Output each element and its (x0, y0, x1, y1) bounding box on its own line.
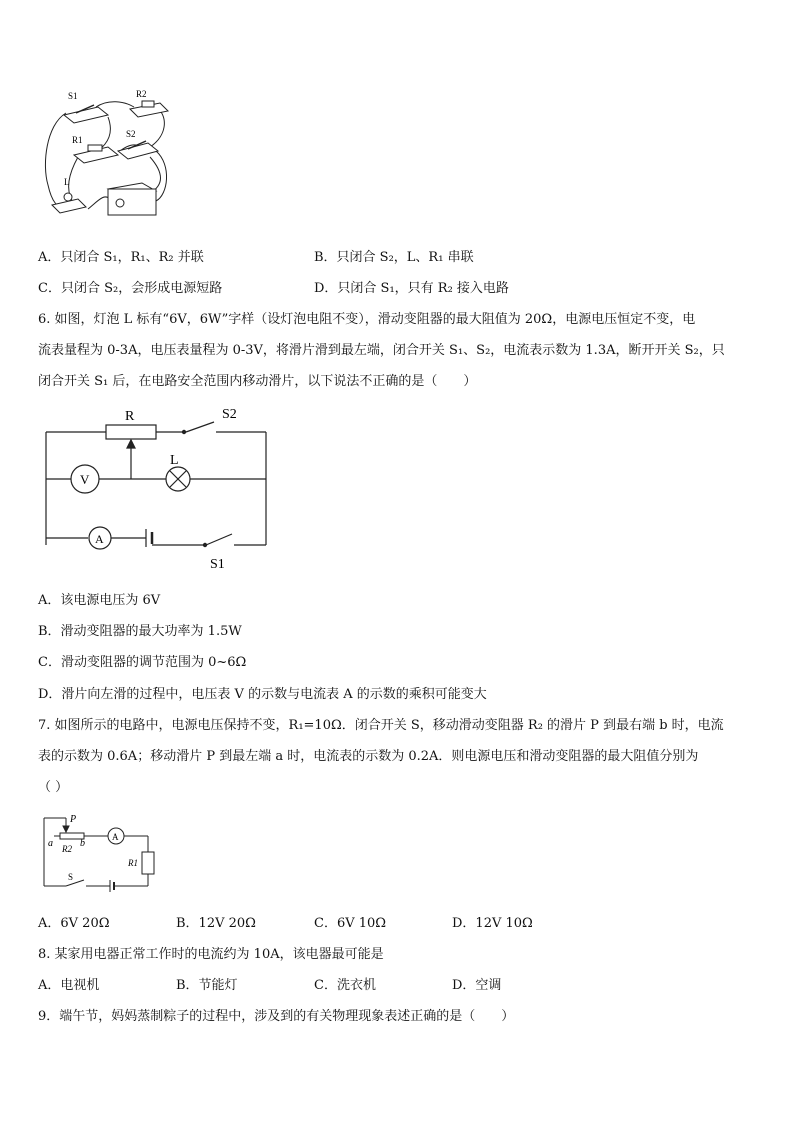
q5-option-b: B．只闭合 S₂，L、R₁ 串联 (314, 250, 474, 265)
q7-circuit-diagram (40, 810, 160, 890)
q7-stem-line1: 7. 如图所示的电路中，电源电压保持不变，R₁=10Ω．闭合开关 S，移动滑动变阻器 R₂ 的滑片 P 到最右端 b 时，电流 (38, 718, 724, 733)
q5-option-c: C．只闭合 S₂，会形成电源短路 (38, 281, 223, 296)
fig5-label-r2: R2 (136, 89, 147, 99)
q7-label-s: S (68, 872, 74, 882)
q6-option-b: B．滑动变阻器的最大功率为 1.5W (38, 624, 242, 639)
q8-option-c: C．洗衣机 (314, 978, 376, 993)
q6-stem-line3: 闭合开关 S₁ 后，在电路安全范围内移动滑片，以下说法不正确的是（ ） (38, 374, 477, 389)
q6-label-r: R (125, 409, 135, 424)
q5-option-a: A．只闭合 S₁，R₁、R₂ 并联 (38, 250, 204, 265)
q7-option-d: D．12V 10Ω (452, 916, 533, 931)
q6-option-d: D．滑片向左滑的过程中，电压表 V 的示数与电流表 A 的示数的乘积可能变大 (38, 687, 487, 702)
fig5-label-s2: S2 (126, 129, 136, 139)
fig5-label-l: L (64, 177, 70, 187)
q6-stem-line1: 6. 如图，灯泡 L 标有“6V，6W”字样（设灯泡电阻不变），滑动变阻器的最大阻值为 20Ω，电源电压恒定不变，电 (38, 312, 696, 327)
q7-label-b: b (80, 838, 85, 849)
q6-voltmeter-label: V (80, 472, 90, 487)
q6-option-c: C．滑动变阻器的调节范围为 0~6Ω (38, 655, 247, 670)
q8-option-b: B．节能灯 (176, 978, 238, 993)
q7-option-a: A．6V 20Ω (38, 916, 110, 931)
q5-option-d: D．只闭合 S₁，只有 R₂ 接入电路 (314, 281, 509, 296)
fig5-label-r1: R1 (72, 135, 83, 145)
q5-circuit-figure (38, 85, 178, 225)
q8-stem-line1: 8. 某家用电器正常工作时的电流约为 10A，该电器最可能是 (38, 947, 384, 962)
fig5-label-s1: S1 (68, 91, 78, 101)
q7-ammeter-label: A (112, 832, 119, 842)
q9-stem-line1: 9．端午节，妈妈蒸制粽子的过程中，涉及到的有关物理现象表述正确的是（ ） (38, 1009, 515, 1024)
q6-circuit-diagram (38, 402, 278, 572)
q8-option-d: D．空调 (452, 978, 502, 993)
q6-ammeter-label: A (95, 532, 104, 546)
q6-label-s2: S2 (222, 407, 237, 422)
q7-label-a: a (48, 838, 53, 849)
q6-label-s1: S1 (210, 557, 225, 572)
q6-label-l: L (170, 453, 179, 468)
q6-option-a: A．该电源电压为 6V (38, 593, 161, 608)
q7-option-b: B．12V 20Ω (176, 916, 256, 931)
q7-label-r2: R2 (62, 844, 72, 854)
q7-option-c: C．6V 10Ω (314, 916, 387, 931)
q6-stem-line2: 流表量程为 0-3A，电压表量程为 0-3V，将滑片滑到最左端，闭合开关 S₁、S₂，电流表示数为 1.3A，断开开关 S₂，只 (38, 343, 725, 358)
q7-stem-line3: （ ） (38, 780, 69, 795)
q7-stem-line2: 表的示数为 0.6A；移动滑片 P 到最左端 a 时，电流表的示数为 0.2A．则电源电压和滑动变阻器的最大阻值分别为 (38, 749, 699, 764)
q7-label-p: P (70, 814, 77, 825)
q7-label-r1: R1 (128, 858, 138, 868)
q8-option-a: A．电视机 (38, 978, 100, 993)
